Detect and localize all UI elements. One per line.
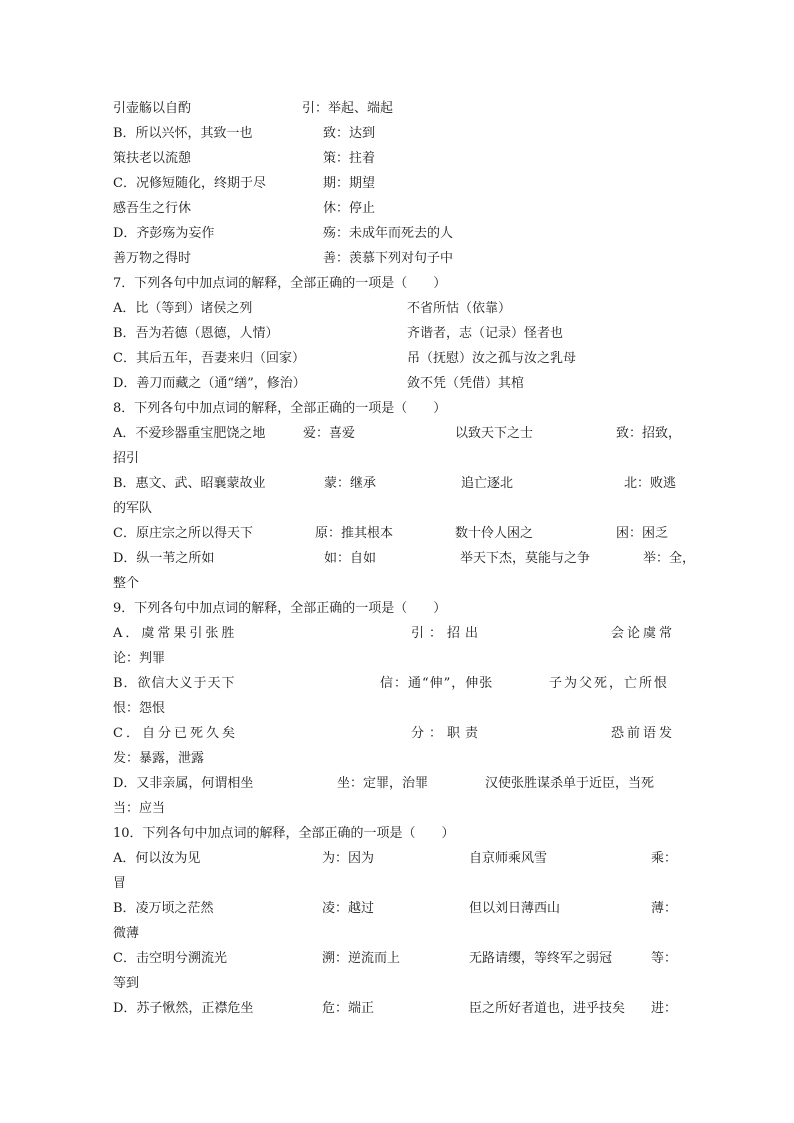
option-line — [113, 296, 683, 321]
line-gloss: 策：拄着 — [323, 151, 376, 166]
option-line — [113, 346, 683, 371]
line-gloss: 殇：未成年而死去的人 — [323, 226, 454, 241]
option-left: B．吾为若德（恩德，人情） — [113, 326, 279, 341]
option-line — [113, 371, 683, 396]
option-gloss: 分：职责 — [411, 726, 484, 741]
line-text: 善万物之得时 — [113, 251, 192, 266]
option-gloss: 引：招出 — [411, 626, 484, 641]
wrap-text: 整个 — [113, 576, 140, 591]
option-gloss: 为：因为 — [322, 851, 375, 866]
wrap-line — [113, 446, 683, 471]
option-right: 但以刘日薄西山 — [469, 901, 561, 916]
question-stem — [113, 396, 683, 421]
option-gloss: 危：端正 — [322, 1001, 375, 1016]
question-text: 10．下列各句中加点词的解释，全部正确的一项是（ ） — [113, 826, 455, 841]
option-gloss: 信：通“伸”，伸张 — [380, 676, 494, 691]
question-stem — [113, 596, 683, 621]
option-left: B．惠文、武、昭襄蒙故业 — [113, 476, 266, 491]
line-gloss: 致：达到 — [323, 126, 376, 141]
text-line — [113, 96, 683, 121]
option-line — [113, 721, 683, 746]
option-line — [113, 121, 683, 146]
option-right: 敛不凭（凭借）其棺 — [407, 376, 525, 391]
option-line — [113, 321, 683, 346]
option-right: 齐谐者，志（记录）怪者也 — [407, 326, 564, 341]
wrap-line — [113, 496, 683, 521]
option-gloss: 致：招致， — [616, 426, 682, 441]
option-right: 子为父死，亡所恨 — [549, 676, 670, 691]
question-text: 7．下列各句中加点词的解释，全部正确的一项是（ ） — [113, 276, 447, 291]
wrap-text: 发：暴露，泄露 — [113, 751, 205, 766]
option-left: C．其后五年，吾妻来归（回家） — [113, 351, 305, 366]
line-gloss: 休：停止 — [323, 201, 376, 216]
option-right: 吊（抚慰）汝之孤与汝之乳母 — [407, 351, 577, 366]
option-left: B．凌万顷之茫然 — [113, 901, 214, 916]
option-line — [113, 671, 683, 696]
option-left: C．自分已死久矣 — [113, 726, 238, 741]
option-left: A．何以汝为见 — [113, 851, 201, 866]
wrap-line — [113, 696, 683, 721]
wrap-line — [113, 746, 683, 771]
text-line — [113, 196, 683, 221]
wrap-text: 的军队 — [113, 501, 153, 516]
option-right: 追亡逐北 — [461, 476, 514, 491]
question-stem — [113, 821, 683, 846]
option-right: 举天下杰，莫能与之争 — [460, 551, 591, 566]
wrap-line — [113, 971, 683, 996]
wrap-text: 等到 — [113, 976, 140, 991]
option-right: 以致天下之士 — [455, 426, 534, 441]
option-gloss: 薄： — [651, 901, 678, 916]
option-left: A．比（等到）诸侯之列 — [113, 301, 253, 316]
option-right: 汉使张胜谋杀单于近臣，当死 — [485, 776, 655, 791]
line-text: B．所以兴怀，其致一也 — [113, 126, 253, 141]
option-line — [113, 771, 683, 796]
option-gloss: 等： — [651, 951, 678, 966]
option-line — [113, 896, 683, 921]
option-right: 不省所怙（依靠） — [407, 301, 512, 316]
option-left: B．欲信大义于天下 — [113, 676, 236, 691]
option-gloss: 蒙：继承 — [324, 476, 377, 491]
line-text: C．况修短随化，终期于尽 — [113, 176, 266, 191]
option-gloss: 进： — [651, 1001, 678, 1016]
option-gloss: 原：推其根本 — [315, 526, 394, 541]
option-gloss: 爱：喜爱 — [303, 426, 356, 441]
option-right: 会论虞常 — [611, 626, 676, 641]
option-left: A．不爱珍器重宝肥饶之地 — [113, 426, 266, 441]
wrap-line — [113, 571, 683, 596]
wrap-line — [113, 646, 683, 671]
option-right: 恐前语发 — [611, 726, 676, 741]
option-left: D．善刀而藏之（通“缮”，修治） — [113, 376, 306, 391]
option-line — [113, 421, 683, 446]
line-text: D．齐彭殇为妄作 — [113, 226, 215, 241]
option-gloss: 凌：越过 — [322, 901, 375, 916]
option-gloss: 北：败逃 — [624, 476, 677, 491]
question-text: 9．下列各句中加点词的解释，全部正确的一项是（ ） — [113, 601, 447, 616]
option-left: D．又非亲属，何谓相坐 — [113, 776, 254, 791]
line-text: 感吾生之行休 — [113, 201, 192, 216]
option-gloss: 举：全， — [643, 551, 696, 566]
line-gloss: 期：期望 — [323, 176, 376, 191]
wrap-text: 论：判罪 — [113, 651, 166, 666]
option-line — [113, 171, 683, 196]
option-right: 无路请缨，等终军之弱冠 — [469, 951, 613, 966]
line-text: 策扶老以流憩 — [113, 151, 192, 166]
wrap-line — [113, 871, 683, 896]
option-left: D．纵一苇之所如 — [113, 551, 215, 566]
option-left: C．原庄宗之所以得天下 — [113, 526, 253, 541]
wrap-text: 恨：怨恨 — [113, 701, 166, 716]
option-gloss: 溯：逆流而上 — [322, 951, 401, 966]
wrap-text: 微薄 — [113, 926, 140, 941]
text-line — [113, 146, 683, 171]
option-right: 自京师乘风雪 — [469, 851, 548, 866]
option-gloss: 坐：定罪，治罪 — [337, 776, 429, 791]
line-gloss: 善：羡慕下列对句子中 — [323, 251, 454, 266]
wrap-line — [113, 796, 683, 821]
text-line — [113, 246, 683, 271]
option-line — [113, 846, 683, 871]
question-stem — [113, 271, 683, 296]
line-gloss: 引：举起、端起 — [302, 101, 394, 116]
option-gloss: 乘： — [651, 851, 678, 866]
wrap-text: 冒 — [113, 876, 127, 891]
option-right: 数十伶人困之 — [455, 526, 534, 541]
line-text: 引壶觞以自酌 — [113, 101, 192, 116]
option-line — [113, 471, 683, 496]
option-line — [113, 221, 683, 246]
option-right: 臣之所好者道也，进乎技矣 — [469, 1001, 626, 1016]
option-line — [113, 621, 683, 646]
question-text: 8．下列各句中加点词的解释，全部正确的一项是（ ） — [113, 401, 447, 416]
option-left: C．击空明兮溯流光 — [113, 951, 227, 966]
option-line — [113, 996, 683, 1021]
option-gloss: 如：自如 — [324, 551, 377, 566]
option-line — [113, 546, 696, 571]
wrap-line — [113, 921, 683, 946]
option-left: D．苏子愀然，正襟危坐 — [113, 1001, 254, 1016]
option-line — [113, 946, 683, 971]
option-gloss: 困：困乏 — [616, 526, 669, 541]
option-left: A．虞常果引张胜 — [113, 626, 238, 641]
wrap-text: 当：应当 — [113, 801, 166, 816]
option-line — [113, 521, 683, 546]
wrap-text: 招引 — [113, 451, 140, 466]
